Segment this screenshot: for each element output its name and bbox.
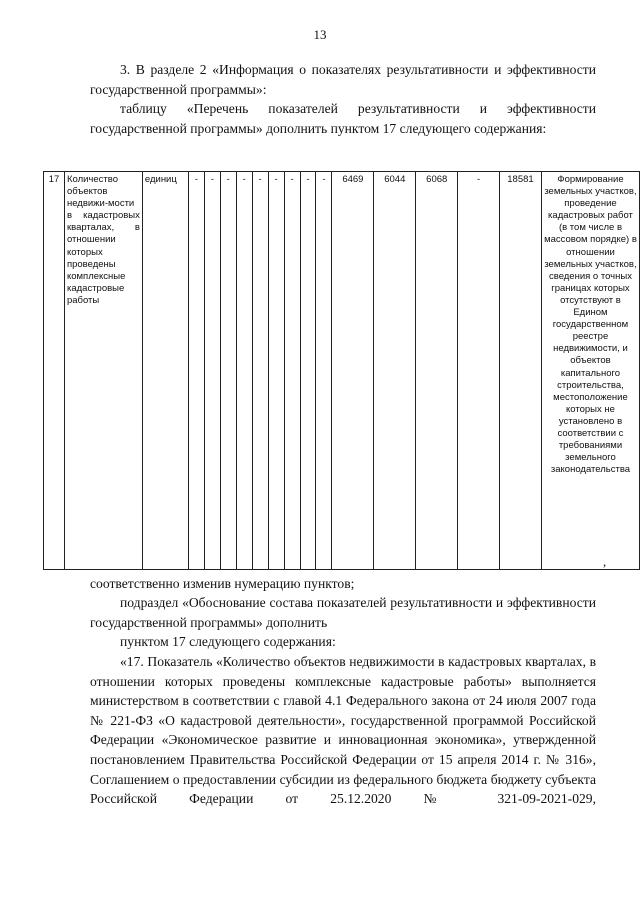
row-number-cell: 17	[44, 172, 65, 570]
value-cell: 6068	[416, 172, 458, 570]
table-row	[44, 172, 640, 570]
point-17-text: «17. Показатель «Количество объектов недвижимости в кадастровых кварталах, в отношении которых проведены комплексные кадастровые работы» выполняется министерством в соответствии с главой 4.1 Федерального закона от 24 июля 2007 года № 221-ФЗ «О кадастровой деятельности», государственной программой Российской Федерации «Экономическое развитие и инновационная экономика», утвержденной постановлением Правительства Российской Федерации от 15 апреля 2014 г. № 316», Соглашением о предоставлении субсидии из федерального бюджета бюджету субъекта Российской Федерации от 25.12.2020 № 321-09-2021-029,	[90, 654, 596, 807]
intro-paragraph-table: таблицу «Перечень показателей результативности и эффективности государственной программы» дополнить пунктом 17 следующего содержания:	[90, 101, 596, 136]
empty-value-cell: -	[204, 172, 220, 570]
intro-paragraph-section-2: 3. В разделе 2 «Информация о показателях результативности и эффективности государственной программы»:	[90, 62, 596, 97]
renumber-text: соответственно изменив нумерацию пунктов;	[90, 576, 355, 591]
empty-value-cell: -	[300, 172, 316, 570]
empty-value-cell: -	[220, 172, 236, 570]
empty-value-cell: -	[316, 172, 332, 570]
indicator-name-cell: Количество объектов недвижи-мости в кадастровых кварталах, в отношении которых проведены комплексные кадастровые работы	[64, 172, 142, 570]
table-trailing-comma: ,	[603, 554, 607, 569]
value-cell: 6044	[374, 172, 416, 570]
unit-cell: единиц	[142, 172, 188, 570]
empty-value-cell: -	[188, 172, 204, 570]
value-cell: 6469	[332, 172, 374, 570]
point-paragraph: пунктом 17 следующего содержания:	[120, 634, 336, 649]
empty-value-cell: -	[252, 172, 268, 570]
page-number: 13	[313, 27, 327, 42]
empty-value-cell: -	[284, 172, 300, 570]
total-value-cell: 18581	[500, 172, 542, 570]
description-cell: Формирование земельных участков, проведение кадастровых работ (в том числе в массовом порядке) в отношении земельных участков, сведения о точных границах которых отсутствуют в Едином государственном реестре недвижимости, и объектов капитального строительства, местоположение которых не установлено в соответствии с требованиями земельного законодательства	[541, 172, 639, 570]
empty-value-cell: -	[236, 172, 252, 570]
empty-value-cell: -	[268, 172, 284, 570]
value-cell: -	[458, 172, 500, 570]
subsection-paragraph: подраздел «Обоснование состава показателей результативности и эффективности государственной программы» дополнить	[90, 595, 596, 630]
indicator-table	[43, 171, 640, 570]
